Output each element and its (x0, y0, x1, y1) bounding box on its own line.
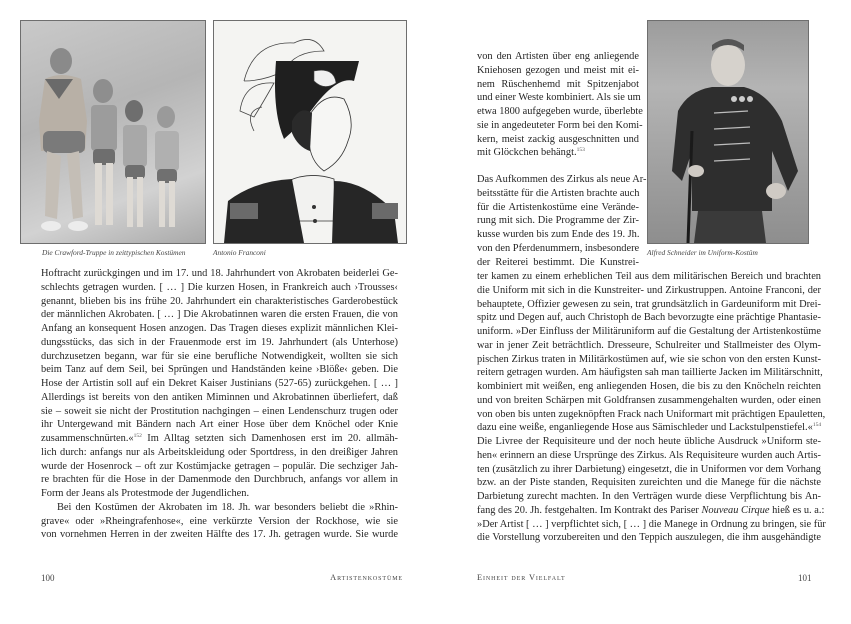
text-line: Darbietung zurecht machten. In den Verträgen wurde diese Verpflichtung bis An- (477, 491, 821, 502)
text-line: beim Tanz auf dem Seil, bei Sprüngen und Handständen keine ›Blöße‹ geben. Die (41, 364, 398, 376)
text-line: ter kamen zu einem erheblichen Teil aus dem militärischen Bereich und brachten (477, 271, 821, 282)
footnote-ref[interactable]: 153 (576, 147, 585, 154)
figure-caption: Antonio Franconi (213, 248, 266, 257)
text-line: ten (zusätzlich zu ihrer Darbietung) eingesetzt, die in Uniformen vor dem Vorhang (477, 463, 821, 475)
footnote-ref[interactable]: 152 (133, 433, 142, 439)
figure-caption: Alfred Schneider im Uniform-Kostüm (647, 248, 758, 257)
text-line: von den Pferdenummern, insbesondere (477, 242, 640, 254)
text-line: sie in angedeuteter Form bei den Komi- (477, 119, 643, 131)
text-line: dungsstücks, das sich in der Frauenmode erst im 19. Jahrhundert (als Unterhose) (41, 336, 398, 348)
text-line: etwa 1800 aufgegeben wurde, überlebte (477, 106, 643, 117)
text-line: war in jener Zeit beträchtlich. Dresseure, Schulreiter und Stallmeister des Olym- (477, 339, 821, 351)
text-line: Allerdings ist bereits von den antiken Miminnen und Akrobatinnen überliefert, daß (41, 391, 398, 403)
right-column-text (477, 50, 647, 269)
text-line: ihr Untergewand mit Bändern nach Art einer Hose über dem Knöchel oder Knie (41, 419, 398, 431)
text-line: kusse wurden bis zum Ende des 19. Jh. (477, 229, 640, 240)
photo-uniform-portrait (647, 20, 809, 244)
text-line: nem Rüschenhemd mit Spitzenjabot (477, 78, 639, 90)
text-line-with-italic: fang des 20. Jh. festgehalten. Im Kontrakt des Pariser Nouveau Cirque hieß es u. a.: (477, 504, 825, 516)
acrobat-troupe-illustration (21, 21, 205, 243)
left-body-text (41, 267, 398, 542)
text-line: re brachten für die Hose in der Damenmode den Durchbruch, anfangs vor allem in (41, 474, 398, 486)
text-line: beitsstätte für die Artisten brachte auch (477, 187, 640, 199)
text-line: schlechts getragen wurden. [ … ] Die kurzen Hosen, in Frankreich auch ›Trousses‹ (41, 281, 398, 293)
text-line: lich durch: anfangs nur als Arbeitskleidung oder Sportdress, in den dreißiger Jahren (41, 446, 398, 458)
text-line: und einer Weste kombiniert. Als sie um (477, 92, 641, 104)
page-number: 101 (798, 573, 812, 583)
right-page (425, 0, 851, 624)
left-page (0, 0, 425, 624)
text-line: »Der Artist [ … ] verpflichtet sich, [ … ] die Manege in Ordnung zu bringen, sie für (477, 518, 826, 530)
text-line: behauptete, Offizier gewesen zu sein, trat grundsätzlich in Gardeuniform mit Drei- (477, 298, 821, 310)
text-line: wurde der Hosenrock – oft zur Kostümjacke getragen – populär. Die sechziger Jah- (41, 460, 398, 472)
text-line: rung mit sich. Die Programme der Zir- (477, 215, 639, 227)
running-head: Einheit der Vielfalt (477, 573, 566, 582)
text-line: spitz und Degen auf, auch Christoph de Bach bevorzugte eine prächtige Phantasie- (477, 312, 821, 324)
franconi-engraving-illustration (214, 21, 406, 243)
text-line: uniform. »Der Einfluss der Militäruniform auf die Gestaltung der Artistenkostüme (477, 326, 821, 337)
running-head: Artistenkostüme (330, 573, 403, 582)
text-line: und von breiten Schärpen mit Goldfransen zusammengehalten wurden, oder einen (477, 394, 821, 406)
text-line: von den Artisten über eng anliegende (477, 51, 639, 62)
text-line: Anfang an konsequent Hosen anzogen. Das Tragen dieses explizit männlichen Klei- (41, 323, 398, 334)
text-line: der männlichen Akrobaten. [ … ] Die Akrobatinnen waren die ersten Frauen, die von (41, 309, 398, 321)
text-line: Form der Jeans als Protestmode der Jugendlichen. (41, 488, 250, 499)
text-line: kombiniert mit weißen, eng anliegenden Hosen, die bis zu den Knöcheln reichten (477, 381, 821, 392)
text-line: kern, meist zackig ausgeschnitten und (477, 133, 639, 145)
text-line: Hoftracht zurückgingen und im 17. und 18. Jahrhundert von Akrobaten beiderlei Ge- (41, 268, 398, 279)
text-line: Die Livree der Requisiteure und der noch heute übliche Ausdruck »Uniform ste- (477, 436, 821, 447)
text-line: die Uniform mit sich in die Kunstreiter- und Zirkustruppen. Antoine Franconi, der (477, 284, 821, 296)
text-line: hen« erinnern an diese Ursprünge des Zirkus. Als Requisiteure wurden auch Artis- (477, 449, 821, 461)
text-line: durchzusetzen begann, war für sie eine berufliche Notwendigkeit, wollten sie sich (41, 350, 398, 362)
paragraph-start-line: Bei den Kostümen der Akrobaten im 18. Jh. war besonders beliebt die »Rhin- (57, 501, 398, 513)
text-line: für die Artistenkostüme eine Verände- (477, 201, 639, 213)
text-line: von vornehmen Herren in der zweiten Hälfte des 17. Jh. getragen wurde. Sie wurde (41, 529, 398, 541)
uniform-portrait-illustration (648, 21, 808, 243)
text-line: genannt, blieben bis ins frühe 20. Jahrhundert ein charakteristisches Garderobestück (41, 295, 398, 307)
text-line: der Reiterei bestimmt. Die Kunstrei- (477, 256, 639, 268)
text-line: die Vorstellung vorzubereiten und den Teppich auszulegen, die ihm ausgehändigte (477, 532, 821, 544)
text-line: Hose der Artistin soll auf ein Dekret Kaiser Justinians (527-65) zurückgehen. [ … ] (41, 378, 398, 389)
text-line: von oben bis unten zugeknöpften Frack nach Uniformart mit prächtigen Epauletten, (477, 408, 826, 420)
text-line-with-footnote: dazu eine weiße, enganliegende Hose aus Sämischleder und Lackstulpenstiefel.«$^{154}$ (477, 422, 822, 434)
page-number: 100 (41, 573, 55, 583)
text-line: pischen Zirkus traten in Militärkostümen auf, wie sie schon von den ersten Kunst- (477, 353, 821, 365)
figure-caption: Die Crawford-Truppe in zeittypischen Kostümen (42, 248, 186, 257)
text-line: Kniehosen gezogen und meist mit ei- (477, 64, 639, 76)
right-body-text (477, 270, 826, 545)
text-line: bzw. an der Piste standen, Requisiten zureichten und die Manege für die nächste (477, 477, 821, 489)
photo-acrobat-troupe (20, 20, 206, 244)
italic-title: Nouveau Cirque (701, 504, 770, 516)
text-line: grave« oder »Rheingrafenhose«, eine verkürzte Version der Rockhose, wie sie (41, 515, 398, 527)
text-line-with-footnote: zusammenschnürten.«$^{152}$ Im Alltag setzten sich Damenhosen erst im 20. allmäh- (41, 433, 398, 444)
text-line: reitern getragen wurden. Am häufigsten sah man taillierte Jacken im Militärschnitt, (477, 367, 823, 379)
text-line: sie – soweit sie nicht der Prostitution nachgingen – einen Lendenschurz trugen oder (41, 405, 398, 417)
text-line-with-footnote: mit Glöckchen behängt.$^{153}$ (477, 147, 585, 159)
footnote-ref[interactable]: 154 (812, 422, 822, 429)
text-line: Das Aufkommen des Zirkus als neue Ar- (477, 174, 647, 185)
engraving-franconi-portrait (213, 20, 407, 244)
